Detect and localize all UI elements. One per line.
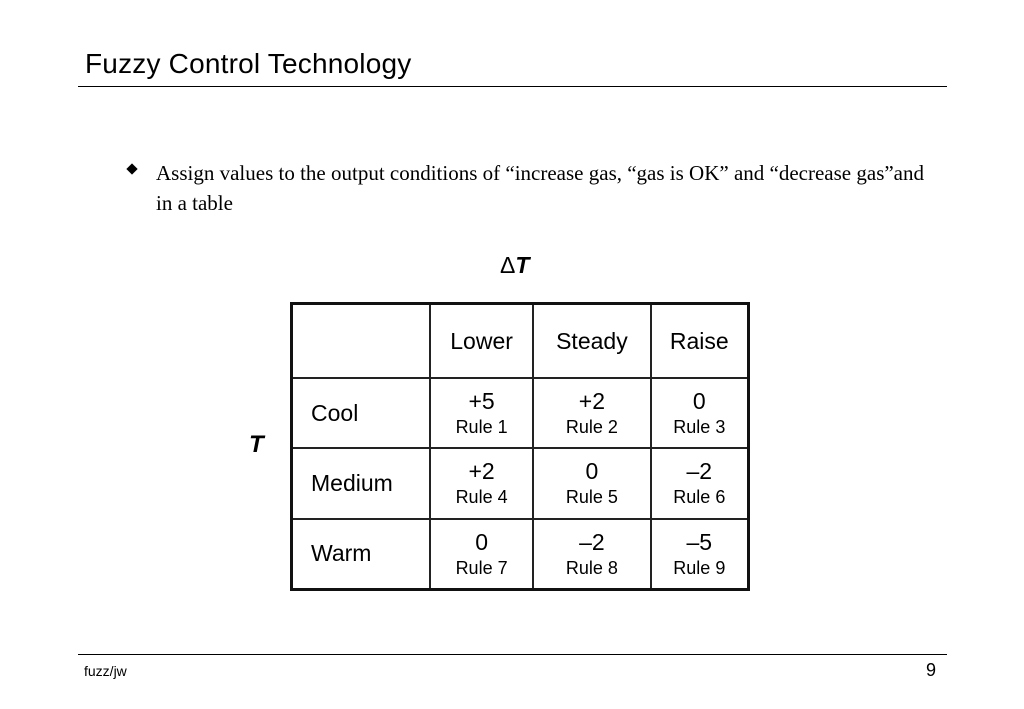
delta-var: T — [515, 252, 530, 278]
cell-rule: Rule 9 — [673, 557, 726, 578]
cell-rule: Rule 7 — [455, 557, 508, 578]
cell-rule: Rule 3 — [673, 417, 726, 438]
table-cell — [430, 378, 533, 448]
column-header-lower: Lower — [430, 304, 533, 379]
row-header-medium: Medium — [292, 448, 431, 518]
footer-divider — [78, 654, 947, 655]
cell-value: –5 — [686, 528, 713, 555]
cell-value: 0 — [475, 528, 488, 555]
footer-author: fuzz/jw — [84, 663, 127, 679]
delta-symbol: Δ — [500, 252, 516, 278]
cell-rule: Rule 6 — [673, 487, 726, 508]
cell-rule: Rule 5 — [565, 487, 618, 508]
table-row-medium — [292, 448, 749, 518]
row-header-warm: Warm — [292, 519, 431, 590]
column-header-raise: Raise — [651, 304, 749, 379]
table-cell — [533, 448, 650, 518]
slide-title: Fuzzy Control Technology — [85, 48, 412, 79]
cell-value: +5 — [468, 388, 495, 415]
cell-value: +2 — [578, 388, 606, 415]
cell-value: –2 — [686, 458, 713, 485]
title-divider — [78, 86, 947, 87]
table-cell — [533, 519, 650, 590]
t-axis-label: T — [249, 431, 264, 458]
cell-rule: Rule 1 — [455, 417, 508, 438]
cell-value: 0 — [585, 458, 599, 485]
cell-value: +2 — [468, 458, 495, 485]
fuzzy-rule-table — [290, 302, 750, 591]
cell-value: –2 — [579, 528, 605, 555]
rule-table-figure — [225, 235, 765, 615]
table-cell — [430, 448, 533, 518]
corner-cell — [292, 304, 431, 379]
cell-rule: Rule 8 — [565, 557, 618, 578]
table-row-cool — [292, 378, 749, 448]
column-header-steady: Steady — [533, 304, 650, 379]
delta-t-axis-label — [500, 252, 529, 279]
cell-rule: Rule 2 — [565, 417, 618, 438]
table-cell — [533, 378, 650, 448]
table-cell — [651, 448, 749, 518]
table-cell — [651, 378, 749, 448]
header-row — [292, 304, 749, 379]
table-cell — [651, 519, 749, 590]
bullet-text: Assign values to the output conditions of “increase gas, “gas is OK” and “decrease gas”and in a table — [156, 161, 925, 215]
diamond-bullet-icon — [126, 163, 137, 174]
bullet-point — [128, 158, 928, 218]
cell-rule: Rule 4 — [455, 487, 508, 508]
page-number: 9 — [925, 660, 936, 680]
row-header-cool: Cool — [292, 378, 431, 448]
cell-value: 0 — [692, 388, 706, 415]
table-row-warm — [292, 519, 749, 590]
table-cell — [430, 519, 533, 590]
